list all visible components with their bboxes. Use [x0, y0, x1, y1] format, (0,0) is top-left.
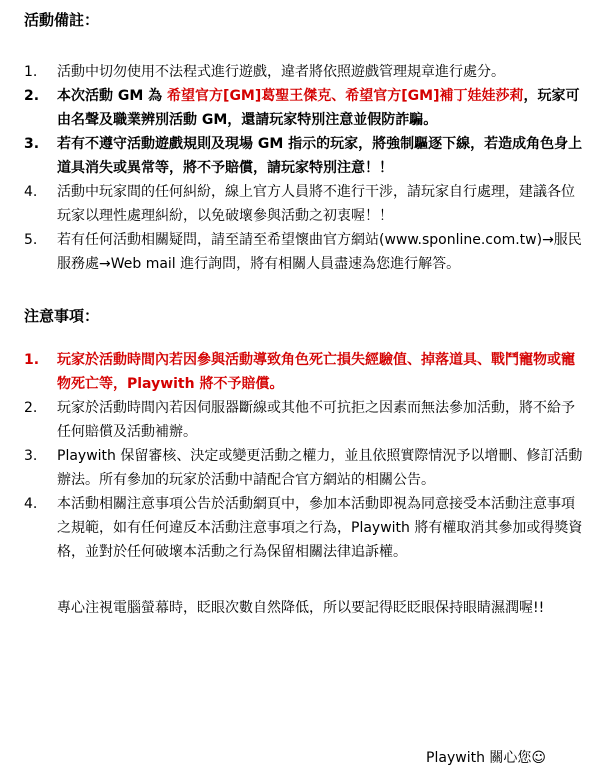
list-number: 3.	[24, 448, 38, 464]
event-note-item-5	[24, 228, 588, 276]
note-text-post: ，玩家可由名聲及職業辨別活動 GM，還請玩家特別注意並假防詐騙。	[57, 88, 580, 128]
eye-care-reminder: 專心注視電腦螢幕時，眨眼次數自然降低，所以要記得眨眨眼保持眼睛濕潤喔!!	[57, 600, 545, 616]
note-text: 若有不遵守活動遊戲規則及現場 GM 指示的玩家，將強制驅逐下線，若造成角色身上道具消失或異常等，將不予賠償，請玩家特別注意！！	[57, 136, 583, 176]
precaution-text: Playwith 保留審核、決定或變更活動之權力，並且依照實際情況予以增刪、修訂活動辦法。所有參加的玩家於活動中請配合官方網站的相關公告。	[57, 448, 583, 488]
list-number: 2.	[24, 400, 38, 416]
event-notes-heading: 活動備註：	[24, 11, 100, 29]
precaution-text: 玩家於活動時間內若因伺服器斷線或其他不可抗拒之因素而無法參加活動，將不給予任何賠償及活動補辦。	[57, 400, 575, 440]
list-number: 4.	[24, 496, 38, 512]
precaution-item-1	[24, 348, 588, 396]
list-number: 1.	[24, 352, 40, 368]
event-note-item-3	[24, 132, 588, 180]
list-number: 1.	[24, 64, 38, 80]
event-notes-list	[24, 60, 588, 276]
list-number: 3.	[24, 136, 40, 152]
note-text-pre: 本次活動 GM 為	[57, 88, 168, 104]
list-number: 4.	[24, 184, 38, 200]
precaution-text: 本活動相關注意事項公告於活動網頁中，參加本活動即視為同意接受本活動注意事項之規範，如有任何違反本活動注意事項之行為，Playwith 將有權取消其參加或得獎資格，並對於任何破壞本活動之行為保留相關法律追訴權。	[57, 496, 583, 560]
precaution-text: 玩家於活動時間內若因參與活動導致角色死亡損失經驗值、掉落道具、戰鬥寵物或寵物死亡等，Playwith 將不予賠償。	[57, 352, 575, 392]
precaution-item-4	[24, 492, 588, 564]
event-note-item-1	[24, 60, 588, 84]
signature: Playwith 關心您☺	[426, 750, 546, 766]
note-text: 活動中玩家間的任何糾紛，線上官方人員將不進行干涉，請玩家自行處理，建議各位玩家以理性處理糾紛，以免破壞參與活動之初衷喔！！	[57, 184, 575, 224]
gm-names-highlight: 希望官方[GM]葛聖王傑克、希望官方[GM]補丁娃娃莎莉	[167, 88, 524, 104]
precautions-heading: 注意事項：	[24, 307, 100, 325]
note-text: 活動中切勿使用不法程式進行遊戲，違者將依照遊戲管理規章進行處分。	[57, 64, 505, 80]
list-number: 5.	[24, 232, 38, 248]
precaution-item-2	[24, 396, 588, 444]
event-note-item-4	[24, 180, 588, 228]
precautions-list	[24, 348, 588, 564]
note-text: 若有任何活動相關疑問，請至請至希望懷曲官方網站(www.sponline.com.tw)→服民服務處→Web mail 進行詢問，將有相關人員盡速為您進行解答。	[57, 232, 582, 272]
precaution-item-3	[24, 444, 588, 492]
list-number: 2.	[24, 88, 40, 104]
event-note-item-2	[24, 84, 588, 132]
